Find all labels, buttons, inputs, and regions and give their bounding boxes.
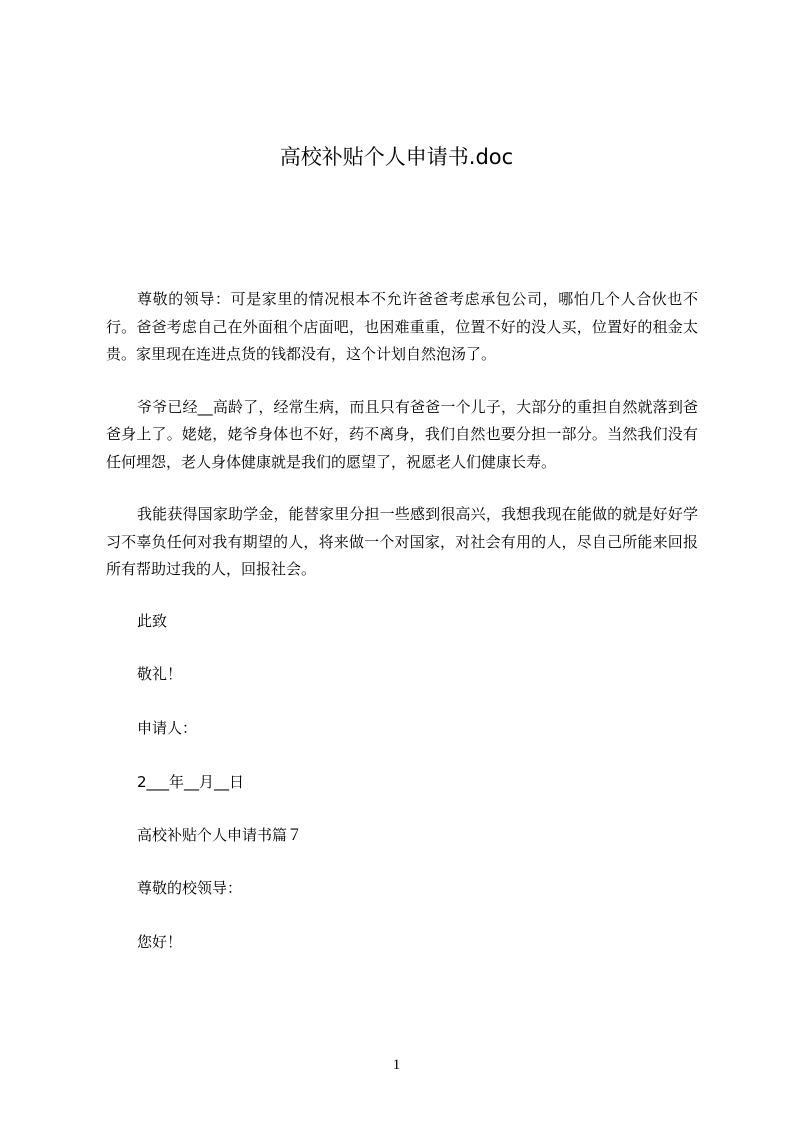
- date-line: 2___年__月__日: [137, 773, 245, 791]
- section-heading: 高校补贴个人申请书篇７: [137, 826, 303, 844]
- closing-salutation: 此致: [137, 612, 168, 630]
- document-title: 高校补贴个人申请书.doc: [279, 145, 514, 169]
- section-greeting: 尊敬的校领导：: [137, 879, 243, 897]
- page-number: 1: [392, 1057, 401, 1073]
- closing-regards: 敬礼！: [137, 665, 183, 683]
- paragraph-1: 尊敬的领导：可是家里的情况根本不允许爸爸考虑承包公司，哪怕几个人合伙也不行。爸爸考虑自己在外面租个店面吧，也困难重重，位置不好的没人买，位置好的租金太贵。家里现在连进点货的钱都没有，这个计划自然泡汤了。: [106, 290, 698, 363]
- document-body: [106, 286, 698, 609]
- paragraph-2: 爷爷已经__高龄了，经常生病，而且只有爸爸一个儿子，大部分的重担自然就落到爸爸身上了。姥姥，姥爷身体也不好，药不离身，我们自然也要分担一部分。当然我们没有任何埋怨，老人身体健康就是我们的愿望了，祝愿老人们健康长寿。: [106, 397, 698, 471]
- section-hello: 您好！: [137, 933, 183, 951]
- applicant-label: 申请人：: [137, 719, 198, 737]
- paragraph-3: 我能获得国家助学金，能替家里分担一些感到很高兴，我想我现在能做的就是好好学习不辜负任何对我有期望的人，将来做一个对国家，对社会有用的人，尽自己所能来回报所有帮助过我的人，回报社会。: [106, 505, 698, 578]
